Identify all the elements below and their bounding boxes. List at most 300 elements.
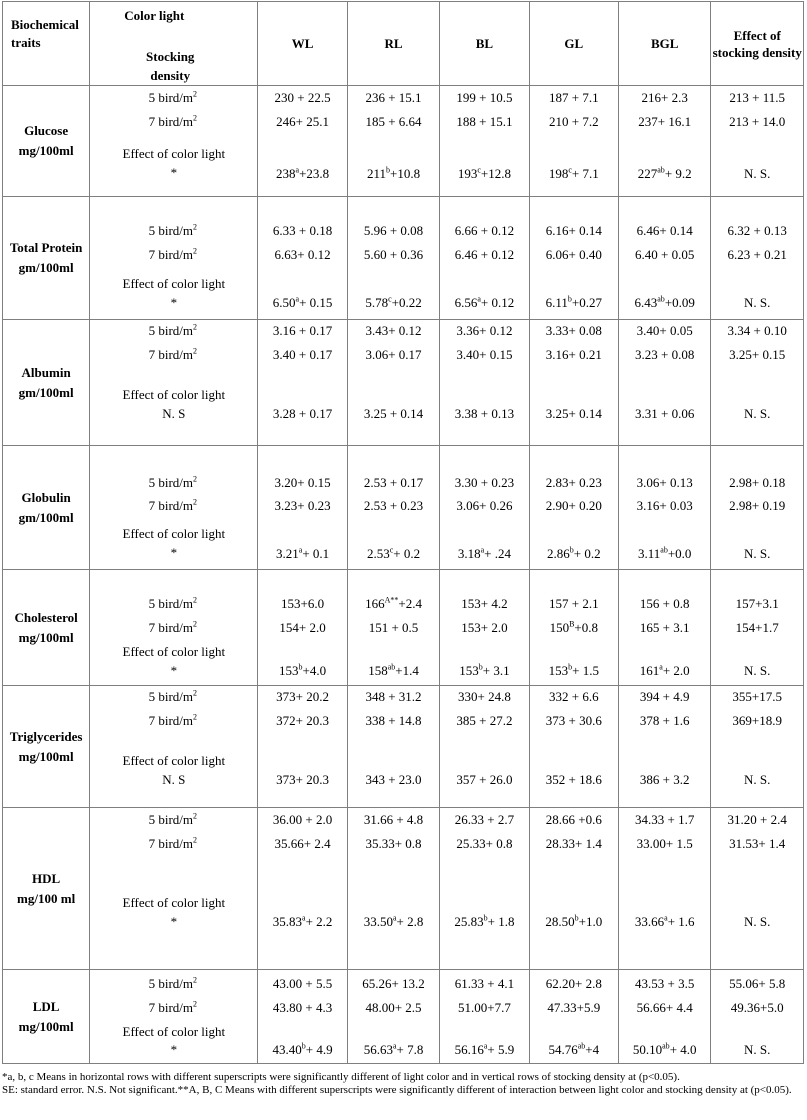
- value-effect-error: +1.4: [395, 663, 419, 678]
- value-cell-gl: [529, 570, 618, 686]
- value-5bird: 6.33 + 0.18: [272, 223, 333, 238]
- value-effect-value: 43.40: [272, 1042, 302, 1057]
- value-effect-error: +1.0: [578, 914, 603, 929]
- density-label-text: 5 bird/m: [148, 812, 194, 827]
- value-effect-superscript: a: [392, 913, 397, 923]
- effect-color-light-label: Effect of color light: [122, 1024, 226, 1039]
- value-cell-gl: [529, 808, 618, 970]
- value-effect-superscript: c: [389, 545, 394, 555]
- value-7bird: 6.06+ 0.40: [545, 247, 602, 262]
- value-7bird: 25.33+ 0.8: [456, 836, 513, 851]
- trait-row: [3, 570, 804, 686]
- value-5bird: [258, 596, 346, 612]
- effect-color-light-label: Effect of color light: [122, 753, 226, 768]
- value-effect-superscript: b: [385, 165, 390, 175]
- value-cell-bgl: [618, 86, 711, 197]
- value-5bird: 3.20+ 0.15: [274, 475, 331, 490]
- value-effect-error: + 0.2: [573, 546, 601, 561]
- density-label-d5: [88, 976, 257, 992]
- trait-row: [3, 86, 804, 197]
- value-effect: [711, 406, 803, 422]
- stocking-label-cell: [90, 197, 258, 320]
- value-7bird: 210 + 7.2: [548, 114, 599, 129]
- value-effect: [258, 406, 346, 422]
- value-effect-superscript: a: [664, 913, 668, 923]
- value-effect-superscript: a: [659, 662, 663, 672]
- value-effect: [348, 1042, 440, 1058]
- value-effect-value: N. S.: [744, 406, 771, 421]
- density-label-text: 7 bird/m: [148, 620, 194, 635]
- value-effect-value: 6.11: [545, 295, 568, 310]
- effect-significance: *: [170, 663, 178, 678]
- value-cell-bgl: [618, 686, 711, 808]
- density-label-d5: [88, 90, 257, 106]
- value-5bird-value: 157 + 2.1: [548, 596, 599, 611]
- value-effect-value: 158: [368, 663, 388, 678]
- density-label-d5: [88, 689, 257, 705]
- header-color-stocking: [90, 2, 258, 86]
- value-cell-bl: [440, 86, 529, 197]
- value-cell-density: [711, 570, 804, 686]
- trait-name-cell: [3, 570, 90, 686]
- value-cell-bl: [440, 970, 529, 1064]
- value-5bird-value: 156 + 0.8: [639, 596, 690, 611]
- value-effect: [711, 1042, 803, 1058]
- value-effect-error: +0.22: [391, 295, 422, 310]
- value-effect-superscript: b: [483, 913, 488, 923]
- value-effect-error: + 4.9: [305, 1042, 333, 1057]
- value-5bird: 26.33 + 2.7: [454, 812, 515, 827]
- value-5bird-error: +2.4: [398, 596, 422, 611]
- trait-name: Globulin: [21, 489, 71, 505]
- value-7bird: 185 + 6.64: [365, 114, 422, 129]
- value-cell-rl: [347, 446, 440, 570]
- value-effect-error: +0.09: [664, 295, 695, 310]
- value-7bird: 47.33+5.9: [547, 1000, 601, 1015]
- header-col-wl: WL: [258, 2, 347, 86]
- value-5bird: 3.16 + 0.17: [272, 323, 333, 338]
- value-7bird-superscript: B: [569, 619, 575, 629]
- value-effect: [348, 914, 440, 930]
- header-row: [3, 2, 804, 86]
- value-cell-gl: [529, 970, 618, 1064]
- value-effect: [619, 1042, 711, 1058]
- density-label-d5: [88, 223, 257, 239]
- value-7bird: [711, 620, 803, 636]
- value-effect-superscript: a: [295, 294, 300, 304]
- value-effect-value: 33.66: [634, 914, 665, 929]
- value-effect-superscript: c: [568, 165, 572, 175]
- value-effect-superscript: a: [480, 545, 485, 555]
- value-effect-superscript: b: [567, 294, 572, 304]
- density-label-d7: [88, 114, 257, 130]
- value-effect-error: + 7.1: [571, 166, 599, 181]
- effect-color-light-label: Effect of color light: [122, 526, 226, 541]
- value-effect-value: 2.53: [366, 546, 390, 561]
- density-label-text: 5 bird/m: [148, 90, 194, 105]
- value-effect-value: 373+ 20.3: [276, 772, 330, 787]
- value-effect-error: + 2.2: [305, 914, 333, 929]
- value-effect-error: +12.8: [480, 166, 512, 181]
- value-effect-value: 3.38 + 0.13: [454, 406, 515, 421]
- density-label-d7: [88, 836, 257, 852]
- density-label-text: 7 bird/m: [148, 713, 194, 728]
- value-effect: [711, 166, 803, 182]
- value-effect-value: 3.18: [457, 546, 481, 561]
- value-effect-value: 386 + 3.2: [639, 772, 690, 787]
- value-cell-bl: [440, 808, 529, 970]
- value-effect-error: + 1.8: [487, 914, 515, 929]
- value-7bird-value: 151 + 0.5: [368, 620, 419, 635]
- value-effect-superscript: c: [388, 294, 392, 304]
- value-effect-value: 56.63: [363, 1042, 393, 1057]
- value-5bird: [530, 596, 618, 612]
- value-5bird-superscript: A**: [384, 595, 399, 605]
- value-effect-value: N. S.: [744, 663, 771, 678]
- value-effect-error: + 5.9: [487, 1042, 515, 1057]
- trait-unit: mg/100ml: [18, 629, 74, 645]
- effect-significance: *: [170, 914, 178, 929]
- value-5bird: 3.36+ 0.12: [456, 323, 513, 338]
- value-5bird: 62.20+ 2.8: [545, 976, 602, 991]
- density-label-text: 5 bird/m: [148, 223, 194, 238]
- value-effect-superscript: b: [574, 913, 579, 923]
- value-5bird-value: 166: [365, 596, 385, 611]
- trait-name: Triglycerides: [9, 728, 83, 744]
- value-effect-superscript: ab: [577, 1041, 586, 1051]
- density-label-sq: 2: [193, 619, 198, 629]
- value-effect: [619, 772, 711, 788]
- value-7bird: 213 + 14.0: [729, 114, 786, 129]
- value-effect: [440, 406, 528, 422]
- value-5bird: [711, 596, 803, 612]
- value-5bird: 5.96 + 0.08: [363, 223, 424, 238]
- value-effect: [348, 546, 440, 562]
- value-5bird: 236 + 15.1: [365, 90, 422, 105]
- value-7bird: 5.60 + 0.36: [363, 247, 424, 262]
- value-effect-value: 3.25+ 0.14: [545, 406, 602, 421]
- value-cell-wl: [258, 808, 347, 970]
- value-cell-bgl: [618, 320, 711, 446]
- density-label-sq: 2: [193, 322, 198, 332]
- value-effect-value: 153: [279, 663, 299, 678]
- value-5bird: 199 + 10.5: [456, 90, 513, 105]
- value-effect: [258, 914, 346, 930]
- value-effect-value: N. S.: [744, 295, 771, 310]
- value-5bird: 3.40+ 0.05: [636, 323, 693, 338]
- value-7bird: 2.90+ 0.20: [545, 498, 602, 513]
- value-cell-density: [711, 446, 804, 570]
- effect-color-light-label: Effect of color light: [122, 276, 226, 291]
- value-5bird: [440, 596, 528, 612]
- trait-name: HDL: [32, 870, 61, 886]
- value-cell-bgl: [618, 570, 711, 686]
- stocking-label-cell: [90, 570, 258, 686]
- value-7bird: 3.16+ 0.03: [636, 498, 693, 513]
- value-effect-superscript: ab: [657, 294, 665, 304]
- trait-row: [3, 686, 804, 808]
- value-7bird: 237+ 16.1: [638, 114, 692, 129]
- value-effect-error: +0.0: [667, 546, 692, 561]
- value-effect-value: 6.43: [634, 295, 658, 310]
- value-5bird: 348 + 31.2: [365, 689, 422, 704]
- density-label-d7: [88, 498, 257, 514]
- value-5bird: 3.30 + 0.23: [454, 475, 515, 490]
- value-5bird: 6.46+ 0.14: [636, 223, 693, 238]
- value-effect: [258, 166, 346, 182]
- value-effect: [711, 663, 803, 679]
- value-7bird: 373 + 30.6: [545, 713, 602, 728]
- value-effect: [348, 295, 440, 311]
- density-label-sq: 2: [193, 975, 198, 985]
- value-effect-value: 6.50: [272, 295, 296, 310]
- value-7bird: [440, 620, 528, 636]
- value-7bird-value: 165 + 3.1: [639, 620, 690, 635]
- value-5bird: 373+ 20.2: [276, 689, 330, 704]
- value-effect-value: 28.50: [545, 914, 575, 929]
- value-cell-bgl: [618, 197, 711, 320]
- density-label-sq: 2: [193, 595, 198, 605]
- value-effect: [530, 406, 618, 422]
- value-effect-error: +0.27: [571, 295, 602, 310]
- value-5bird: 55.06+ 5.8: [729, 976, 786, 991]
- effect-color-light-label: Effect of color light: [122, 387, 226, 402]
- value-effect: [530, 166, 618, 182]
- value-5bird: 43.00 + 5.5: [272, 976, 333, 991]
- value-effect-error: + 0.12: [480, 295, 515, 310]
- density-label-text: 5 bird/m: [148, 976, 194, 991]
- value-7bird: 6.46 + 0.12: [454, 247, 515, 262]
- value-7bird: [530, 620, 618, 636]
- value-7bird: [348, 620, 440, 636]
- value-effect-value: 343 + 23.0: [365, 772, 422, 787]
- value-5bird: 394 + 4.9: [639, 689, 690, 704]
- value-cell-gl: [529, 320, 618, 446]
- value-effect-error: + 0.1: [302, 546, 330, 561]
- trait-unit: mg/100 ml: [17, 890, 76, 906]
- density-label-sq: 2: [193, 712, 198, 722]
- value-effect-value: 153: [548, 663, 569, 678]
- value-cell-bgl: [618, 808, 711, 970]
- value-7bird: 56.66+ 4.4: [636, 1000, 693, 1015]
- value-effect-value: 357 + 26.0: [456, 772, 513, 787]
- density-label-text: 7 bird/m: [148, 114, 194, 129]
- value-5bird: 6.16+ 0.14: [545, 223, 602, 238]
- value-5bird: 2.98+ 0.18: [729, 475, 786, 490]
- value-effect-value: N. S.: [744, 166, 771, 181]
- value-7bird: 48.00+ 2.5: [365, 1000, 422, 1015]
- density-label-text: 7 bird/m: [148, 498, 194, 513]
- density-label-sq: 2: [193, 474, 198, 484]
- value-effect-value: 6.56: [454, 295, 478, 310]
- trait-row: [3, 970, 804, 1064]
- value-effect: [440, 914, 528, 930]
- value-cell-wl: [258, 686, 347, 808]
- value-effect: [258, 1042, 346, 1058]
- value-effect: [258, 772, 346, 788]
- value-7bird: 3.40 + 0.17: [272, 347, 333, 362]
- value-effect: [440, 1042, 528, 1058]
- effect-significance: *: [170, 545, 178, 560]
- value-effect: [440, 166, 528, 182]
- value-7bird: 35.33+ 0.8: [365, 836, 422, 851]
- value-5bird: 34.33 + 1.7: [635, 812, 695, 827]
- value-effect: [348, 663, 440, 679]
- header-trait: Biochemical traits: [3, 2, 90, 86]
- trait-unit: mg/100ml: [18, 1018, 74, 1034]
- trait-unit: mg/100ml: [18, 748, 74, 764]
- value-7bird: 3.06+ 0.17: [365, 347, 422, 362]
- value-5bird: [348, 596, 440, 612]
- value-cell-rl: [347, 86, 440, 197]
- density-label-sq: 2: [193, 999, 198, 1009]
- value-7bird: 3.23 + 0.08: [635, 347, 695, 362]
- value-effect: [530, 546, 618, 562]
- value-effect-value: 238: [276, 166, 296, 181]
- value-effect-value: 161: [639, 663, 660, 678]
- effect-color-light-label: Effect of color light: [122, 895, 226, 910]
- value-5bird-value: 153+ 4.2: [461, 596, 508, 611]
- value-effect-value: 35.83: [272, 914, 303, 929]
- density-label-text: 7 bird/m: [148, 247, 194, 262]
- value-5bird: 213 + 11.5: [729, 90, 786, 105]
- value-cell-gl: [529, 686, 618, 808]
- density-label-text: 7 bird/m: [148, 347, 194, 362]
- value-effect-value: 54.76: [548, 1042, 578, 1057]
- value-cell-bl: [440, 197, 529, 320]
- value-effect: [711, 914, 803, 930]
- value-cell-rl: [347, 970, 440, 1064]
- value-effect: [619, 295, 711, 311]
- density-label-d7: [88, 347, 257, 363]
- value-cell-density: [711, 320, 804, 446]
- value-5bird: 187 + 7.1: [548, 90, 599, 105]
- value-effect-value: 2.86: [546, 546, 570, 561]
- value-effect: [258, 295, 346, 311]
- value-cell-wl: [258, 446, 347, 570]
- effect-significance: *: [170, 165, 178, 180]
- value-effect: [530, 772, 618, 788]
- value-effect: [348, 166, 440, 182]
- value-5bird: 6.66 + 0.12: [454, 223, 515, 238]
- header-col-gl: GL: [529, 2, 618, 86]
- header-col-bl: BL: [440, 2, 529, 86]
- value-effect-superscript: a: [392, 1041, 397, 1051]
- header-col-bgl: BGL: [618, 2, 711, 86]
- stocking-label-cell: [90, 808, 258, 970]
- density-label-text: 5 bird/m: [148, 475, 194, 490]
- value-7bird-value: 150: [549, 620, 570, 635]
- density-label-d5: [88, 812, 257, 828]
- value-7bird: 3.16+ 0.21: [545, 347, 602, 362]
- value-5bird: 330+ 24.8: [458, 689, 511, 704]
- value-effect-error: + 2.8: [396, 914, 424, 929]
- density-label-sq: 2: [193, 246, 198, 256]
- trait-name-cell: [3, 970, 90, 1064]
- value-effect: [348, 772, 440, 788]
- value-7bird: 369+18.9: [732, 713, 783, 728]
- value-5bird: 28.66 +0.6: [545, 812, 602, 827]
- value-effect-value: 3.31 + 0.06: [635, 406, 695, 421]
- value-effect-error: + 0.2: [393, 546, 421, 561]
- density-label-d7: [88, 713, 257, 729]
- trait-row: [3, 197, 804, 320]
- value-cell-bl: [440, 320, 529, 446]
- value-effect: [711, 546, 803, 562]
- value-5bird: 43.53 + 3.5: [635, 976, 695, 991]
- value-effect-value: N. S.: [744, 914, 771, 929]
- value-effect-superscript: b: [301, 1041, 306, 1051]
- value-7bird: 2.98+ 0.19: [729, 498, 786, 513]
- value-effect-value: N. S.: [744, 546, 771, 561]
- value-effect: [619, 546, 711, 562]
- value-effect: [440, 772, 528, 788]
- stocking-label-cell: [90, 970, 258, 1064]
- value-cell-wl: [258, 570, 347, 686]
- trait-row: [3, 446, 804, 570]
- density-label-d5: [88, 596, 257, 612]
- value-effect-error: +10.8: [389, 166, 421, 181]
- value-effect: [711, 772, 803, 788]
- value-5bird: 216+ 2.3: [641, 90, 688, 105]
- stocking-label-cell: [90, 686, 258, 808]
- density-label-text: 5 bird/m: [148, 323, 194, 338]
- value-effect: [530, 295, 618, 311]
- value-7bird: 2.53 + 0.23: [363, 498, 424, 513]
- value-7bird: 28.33+ 1.4: [545, 836, 602, 851]
- value-cell-density: [711, 970, 804, 1064]
- header-effect-density: Effect of stocking density: [711, 2, 804, 86]
- effect-color-light-label: Effect of color light: [122, 146, 226, 161]
- value-effect-error: + .24: [484, 546, 512, 561]
- trait-name: Glucose: [24, 123, 69, 138]
- value-effect-superscript: b: [298, 662, 303, 672]
- value-7bird: 3.06+ 0.26: [456, 498, 513, 513]
- value-7bird-error: +0.8: [574, 620, 598, 635]
- value-effect-error: + 2.0: [662, 663, 690, 678]
- trait-row: [3, 808, 804, 970]
- value-effect-value: 33.50: [363, 914, 393, 929]
- value-5bird: 332 + 6.6: [548, 689, 599, 704]
- density-label-d5: [88, 323, 257, 339]
- value-effect-value: 193: [457, 166, 478, 181]
- value-effect-superscript: b: [478, 662, 483, 672]
- value-5bird: [619, 596, 711, 612]
- value-effect-error: +4: [585, 1042, 600, 1057]
- value-cell-wl: [258, 197, 347, 320]
- value-5bird-value: 153+6.0: [281, 596, 325, 611]
- value-cell-rl: [347, 320, 440, 446]
- value-effect-value: 50.10: [632, 1042, 663, 1057]
- value-7bird-value: 154+ 2.0: [279, 620, 326, 635]
- value-7bird: [619, 620, 711, 636]
- value-7bird: 3.40+ 0.15: [456, 347, 513, 362]
- value-effect-value: 3.28 + 0.17: [272, 406, 333, 421]
- value-effect-superscript: a: [298, 545, 303, 555]
- value-effect-superscript: ab: [662, 1041, 670, 1051]
- value-effect-superscript: b: [568, 662, 573, 672]
- value-cell-rl: [347, 686, 440, 808]
- value-effect-value: 198: [548, 166, 569, 181]
- value-7bird: 49.36+5.0: [730, 1000, 784, 1015]
- value-effect-value: 153: [459, 663, 479, 678]
- value-cell-bl: [440, 686, 529, 808]
- value-cell-density: [711, 808, 804, 970]
- value-7bird: 6.63+ 0.12: [274, 247, 331, 262]
- effect-color-light-label: Effect of color light: [122, 644, 226, 659]
- value-effect-value: 56.16: [454, 1042, 484, 1057]
- value-effect: [530, 1042, 618, 1058]
